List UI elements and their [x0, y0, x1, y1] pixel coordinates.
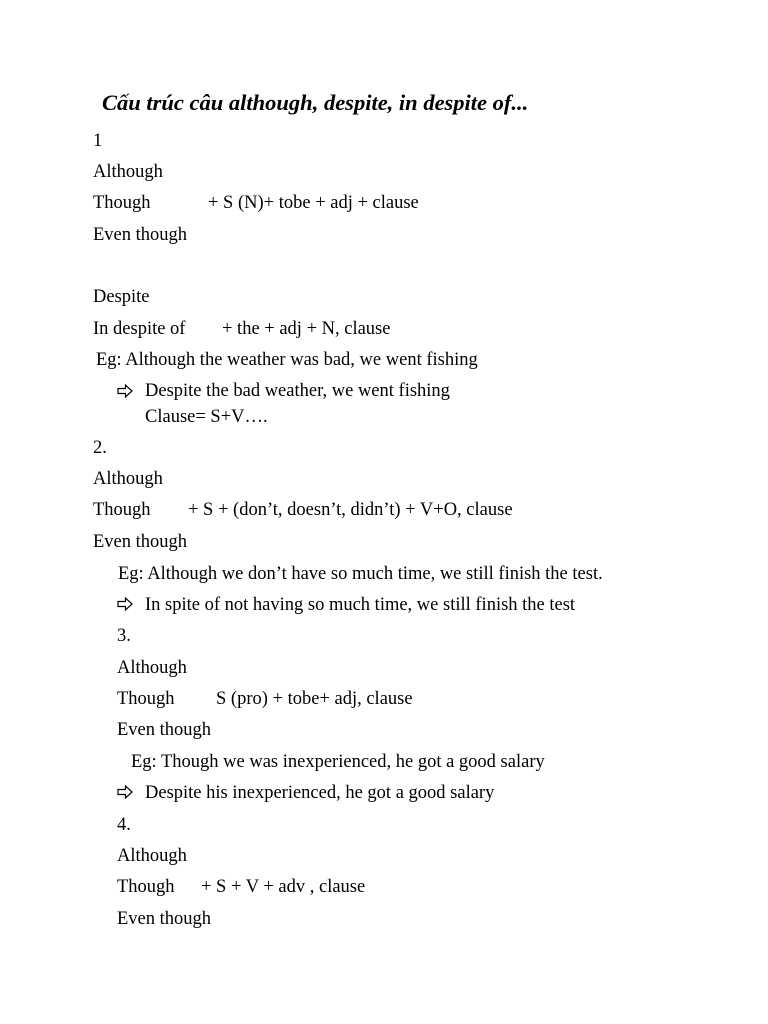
section-1-formula: + S (N)+ tobe + adj + clause — [208, 193, 419, 213]
section-2-conj-even-though: Even though — [93, 532, 188, 552]
section-4-number: 4. — [117, 815, 131, 835]
section-4-conj-though: Though — [117, 877, 175, 897]
section-1-number: 1 — [93, 131, 103, 151]
section-3-formula: S (pro) + tobe+ adj, clause — [216, 689, 413, 709]
section-2-rewrite: In spite of not having so much time, we still finish the test — [145, 595, 576, 615]
section-1-example: Eg: Although the weather was bad, we went fishing — [96, 350, 478, 370]
right-arrow-icon — [117, 384, 133, 398]
section-3-rewrite: Despite his inexperienced, he got a good salary — [145, 783, 495, 803]
section-2-formula: + S + (don’t, doesn’t, didn’t) + V+O, clause — [188, 500, 513, 520]
section-4-formula: + S + V + adv , clause — [201, 877, 366, 897]
right-arrow-icon — [117, 597, 133, 611]
section-1-prep-despite: Despite — [93, 287, 150, 307]
section-3-conj-although: Although — [117, 658, 187, 678]
section-1-conj-even-though: Even though — [93, 225, 188, 245]
section-4-conj-although: Although — [117, 846, 187, 866]
section-2-conj-though: Though — [93, 500, 151, 520]
section-1-conj-although: Although — [93, 162, 163, 182]
right-arrow-icon — [117, 785, 133, 799]
section-2-number: 2. — [93, 438, 107, 458]
section-1-formula-2: + the + adj + N, clause — [222, 319, 391, 339]
section-3-number: 3. — [117, 626, 131, 646]
section-1-conj-though: Though — [93, 193, 151, 213]
section-3-conj-even-though: Even though — [117, 720, 212, 740]
section-1-clause-note: Clause= S+V…. — [145, 407, 268, 427]
section-1-rewrite: Despite the bad weather, we went fishing — [145, 381, 450, 401]
section-4-conj-even-though: Even though — [117, 909, 212, 929]
section-2-example: Eg: Although we don’t have so much time, we still finish the test. — [118, 564, 603, 584]
section-3-conj-though: Though — [117, 689, 175, 709]
section-1-prep-in-despite-of: In despite of — [93, 319, 186, 339]
section-3-example: Eg: Though we was inexperienced, he got a good salary — [131, 752, 545, 772]
document-title: Cấu trúc câu although, despite, in despite of... — [102, 90, 529, 115]
section-2-conj-although: Although — [93, 469, 163, 489]
